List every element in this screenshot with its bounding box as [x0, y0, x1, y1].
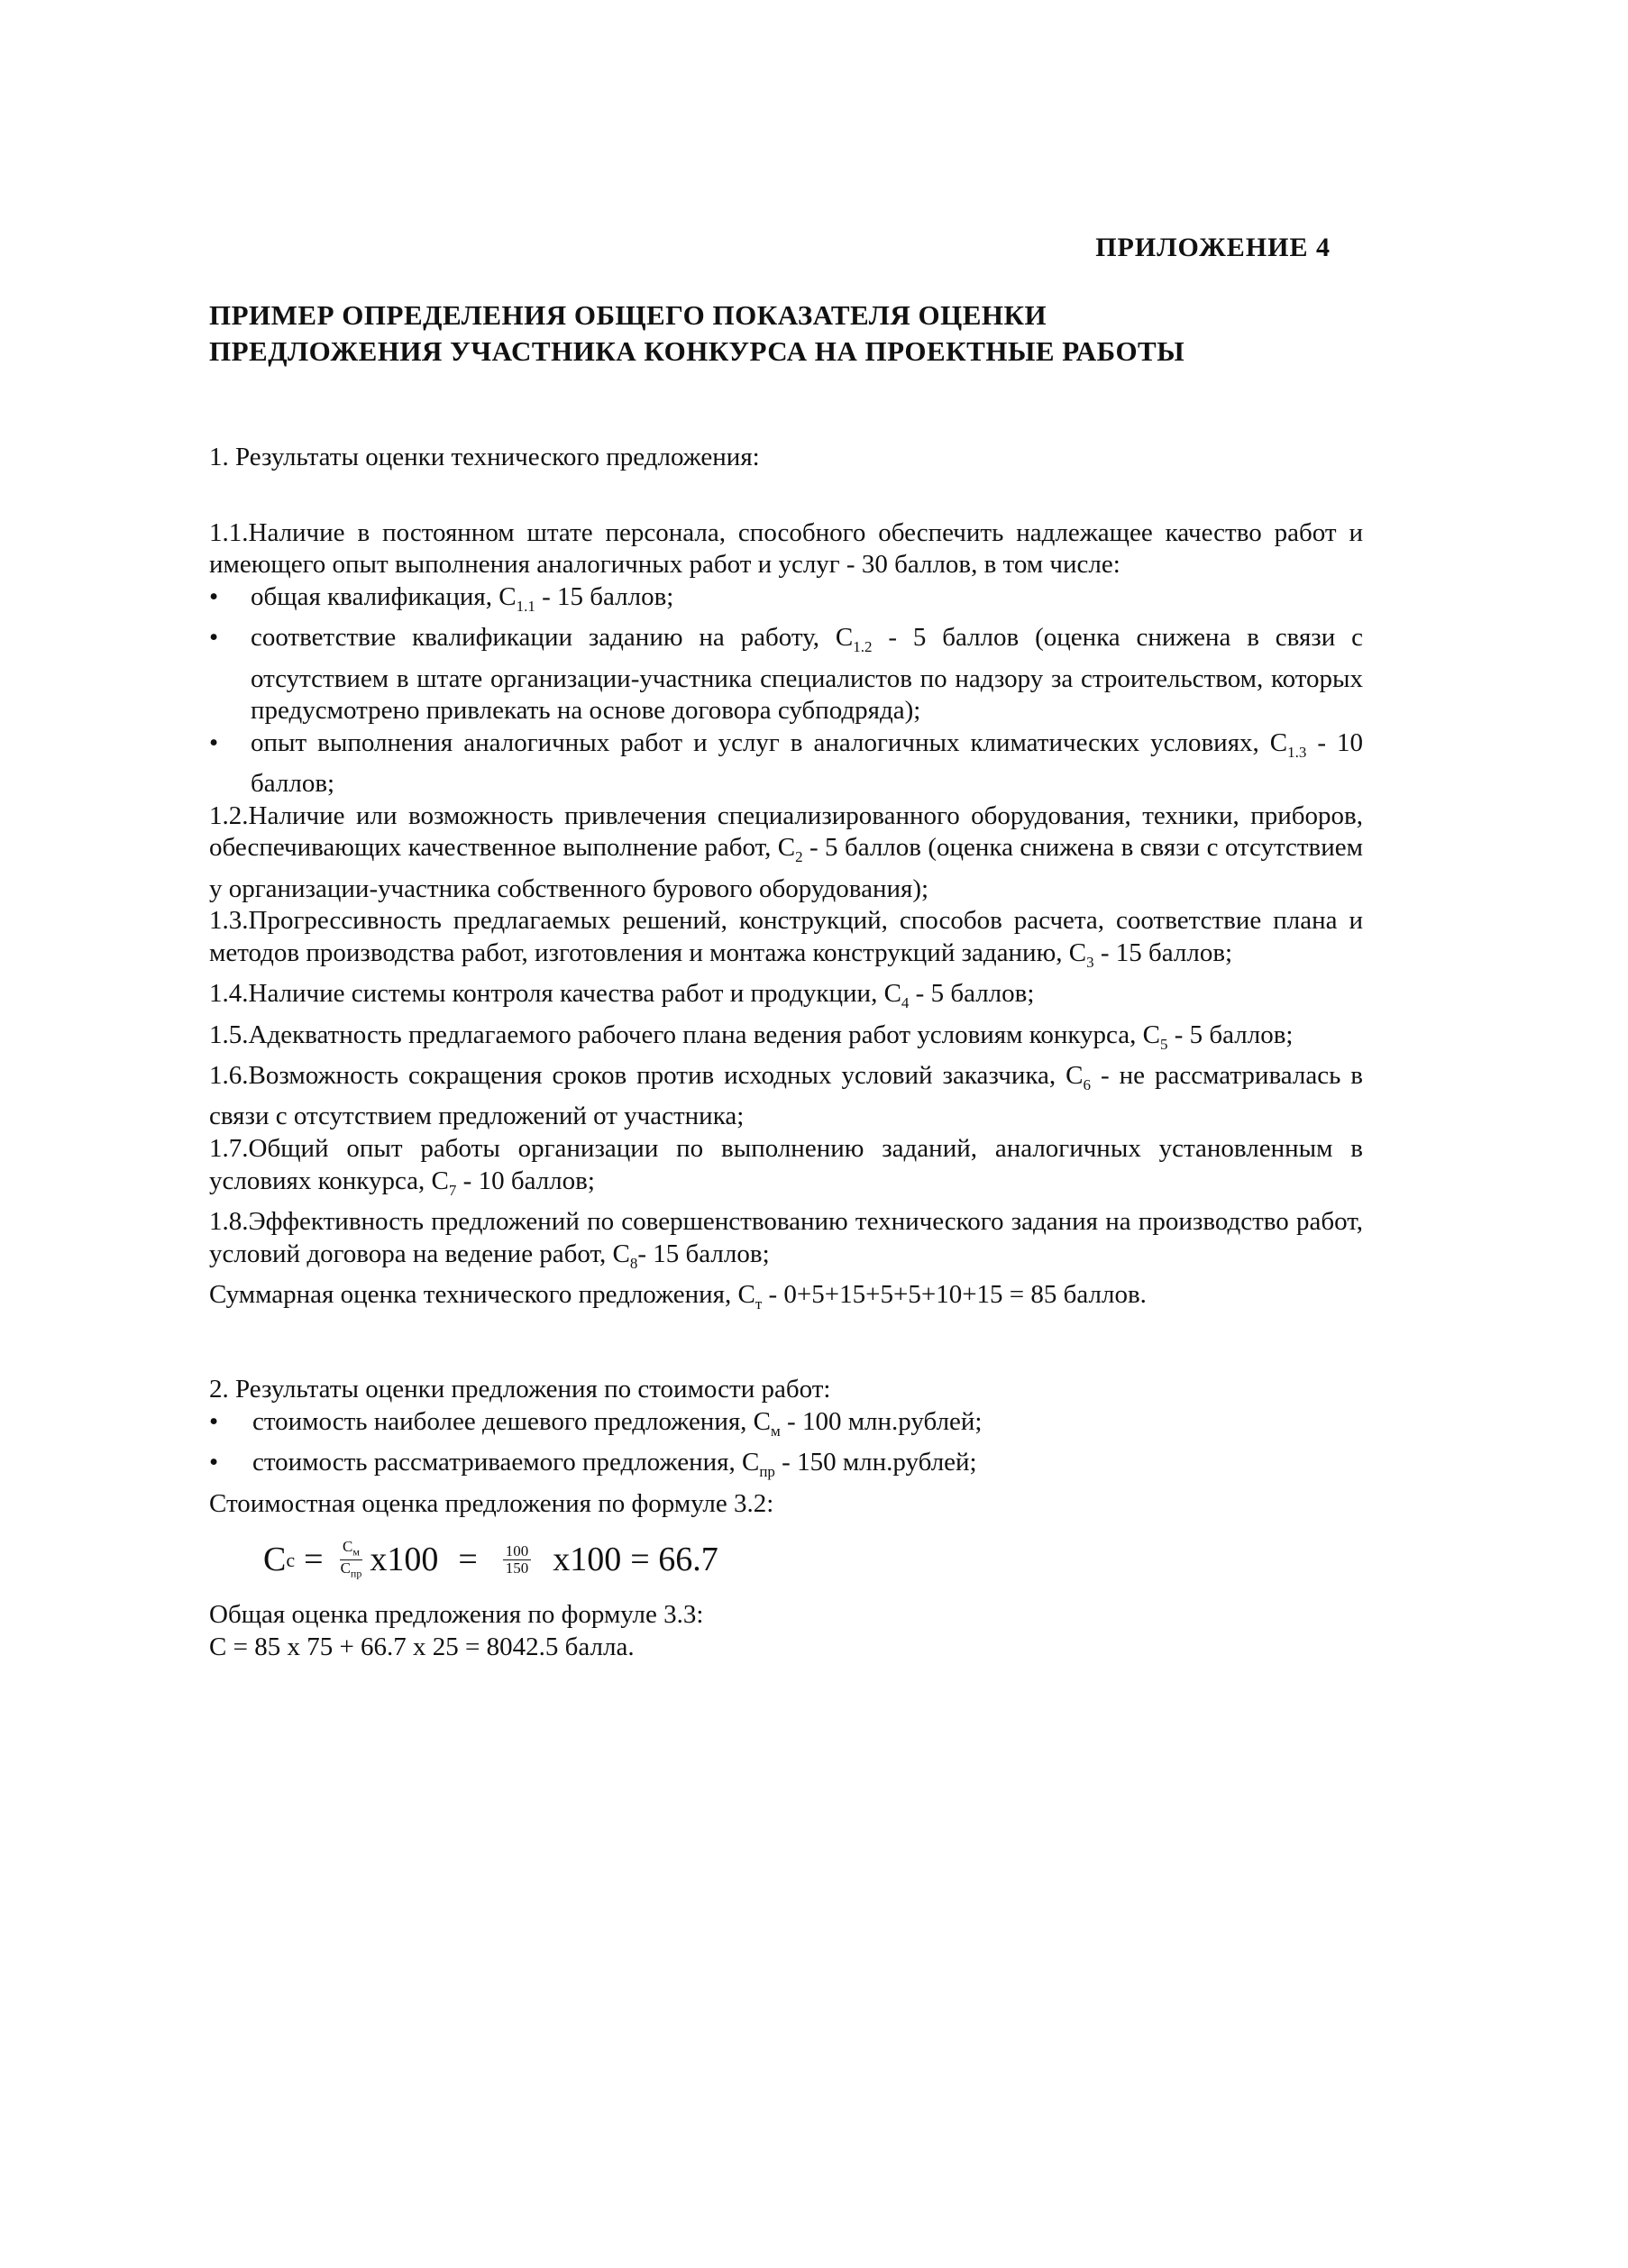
cost-formula	[263, 1531, 1363, 1588]
title-line-2: ПРЕДЛОЖЕНИЯ УЧАСТНИКА КОНКУРСА НА ПРОЕКТНЫЕ РАБОТЫ	[209, 335, 1185, 367]
document-body	[209, 442, 1363, 1664]
total-formula-label: Общая оценка предложения по формуле 3.3:	[209, 1600, 704, 1630]
document-title	[209, 297, 1381, 370]
formula-mult-2: x100	[553, 1540, 622, 1578]
list-item-1-1: • общая квалификация, $С_{1.1} - 15$ баллов;	[209, 581, 1363, 622]
list-item-2-1: • стоимость наиболее дешевого предложения, $С_м - 100$ млн.рублей;	[209, 1406, 1363, 1447]
paragraph-1-2: 1.2.Наличие или возможность привлечения специализированного оборудования, техники, приборов, обеспечивающих качественное выполнение работ, $С_2 - 5$ баллов (оценка снижена в связи с отсутствием у организации-участника собственного бурового оборудования);	[209, 800, 1363, 903]
paragraph-1-4: 1.4.Наличие системы контроля качества работ и продукции, $С_4 - 5$ баллов;	[209, 979, 1035, 1012]
formula-lhs-sub: с	[286, 1548, 296, 1571]
appendix-label: ПРИЛОЖЕНИЕ 4	[1095, 233, 1331, 262]
paragraph-1-7: 1.7.Общий опыт работы организации по выполнению заданий, аналогичных установленным в условиях конкурса, $С_7 - 10$ баллов;	[209, 1134, 1363, 1199]
formula-mult-1: x100	[370, 1540, 439, 1578]
paragraph-1-1: 1.1.Наличие в постоянном штате персонала, способного обеспечить надлежащее качество работ и имеющего опыт выполнения аналогичных работ и услуг - 30 баллов, в том числе:	[209, 517, 1363, 580]
paragraph-1-8: 1.8.Эффективность предложений по совершенствованию технического задания на производство работ, условий договора на ведение работ, $С_8-$ 15 баллов;	[209, 1207, 1363, 1272]
list-item-1-3: • опыт выполнения аналогичных работ и услуг в аналогичных климатических условиях, $С_{1.3} - 10$ баллов;	[209, 727, 1363, 800]
section-2-heading: 2. Результаты оценки предложения по стоимости работ:	[209, 1375, 831, 1404]
list-item-1-2: • соответствие квалификации заданию на работу, $С_{1.2} - 5$ баллов (оценка снижена в связи с отсутствием в штате организации-участника специалистов по надзору за строительством, которых предусмотрено привлекать на основе договора субподряда);	[209, 622, 1363, 727]
paragraph-1-6: 1.6.Возможность сокращения сроков против исходных условий заказчика, $С_6$ - не рассматривалась в связи с отсутствием предложений от участника;	[209, 1061, 1364, 1131]
paragraph-1-3: 1.3.Прогрессивность предлагаемых решений, конструкций, способов расчета, соответствие плана и методов производства работ, изготовления и монтажа конструкций заданию, $С_3 - 15$ баллов;	[209, 906, 1363, 971]
formula-fraction-1: $\frac{С_м}{С_{пр}}$	[340, 1537, 362, 1580]
cost-formula-label: Стоимостная оценка предложения по формуле 3.2:	[209, 1488, 774, 1518]
paragraph-1-5: 1.5.Адекватность предлагаемого рабочего плана ведения работ условиям конкурса, $С_5 - 5$ баллов;	[209, 1020, 1294, 1053]
section-1-heading: 1. Результаты оценки технического предложения:	[209, 443, 760, 471]
formula-eq: =	[304, 1540, 324, 1578]
formula-lhs: С	[263, 1540, 287, 1578]
title-line-1: ПРИМЕР ОПРЕДЕЛЕНИЯ ОБЩЕГО ПОКАЗАТЕЛЯ ОЦЕНКИ	[209, 299, 1047, 331]
total-score: С = 85 x 75 + 66.7 x 25 = 8042.5 балла.	[209, 1632, 635, 1661]
formula-eq-2: =	[458, 1540, 478, 1578]
formula-fraction-2: $\frac{100}{150}$	[503, 1543, 532, 1577]
list-item-2-2: • стоимость рассматриваемого предложения, $С_{пр} - 150$ млн.рублей;	[209, 1447, 1363, 1487]
technical-sum: Суммарная оценка технического предложения, $С_т - 0+5+15+5+5+10+15 = 85$ баллов.	[209, 1280, 1147, 1312]
formula-result: = 66.7	[630, 1540, 718, 1578]
